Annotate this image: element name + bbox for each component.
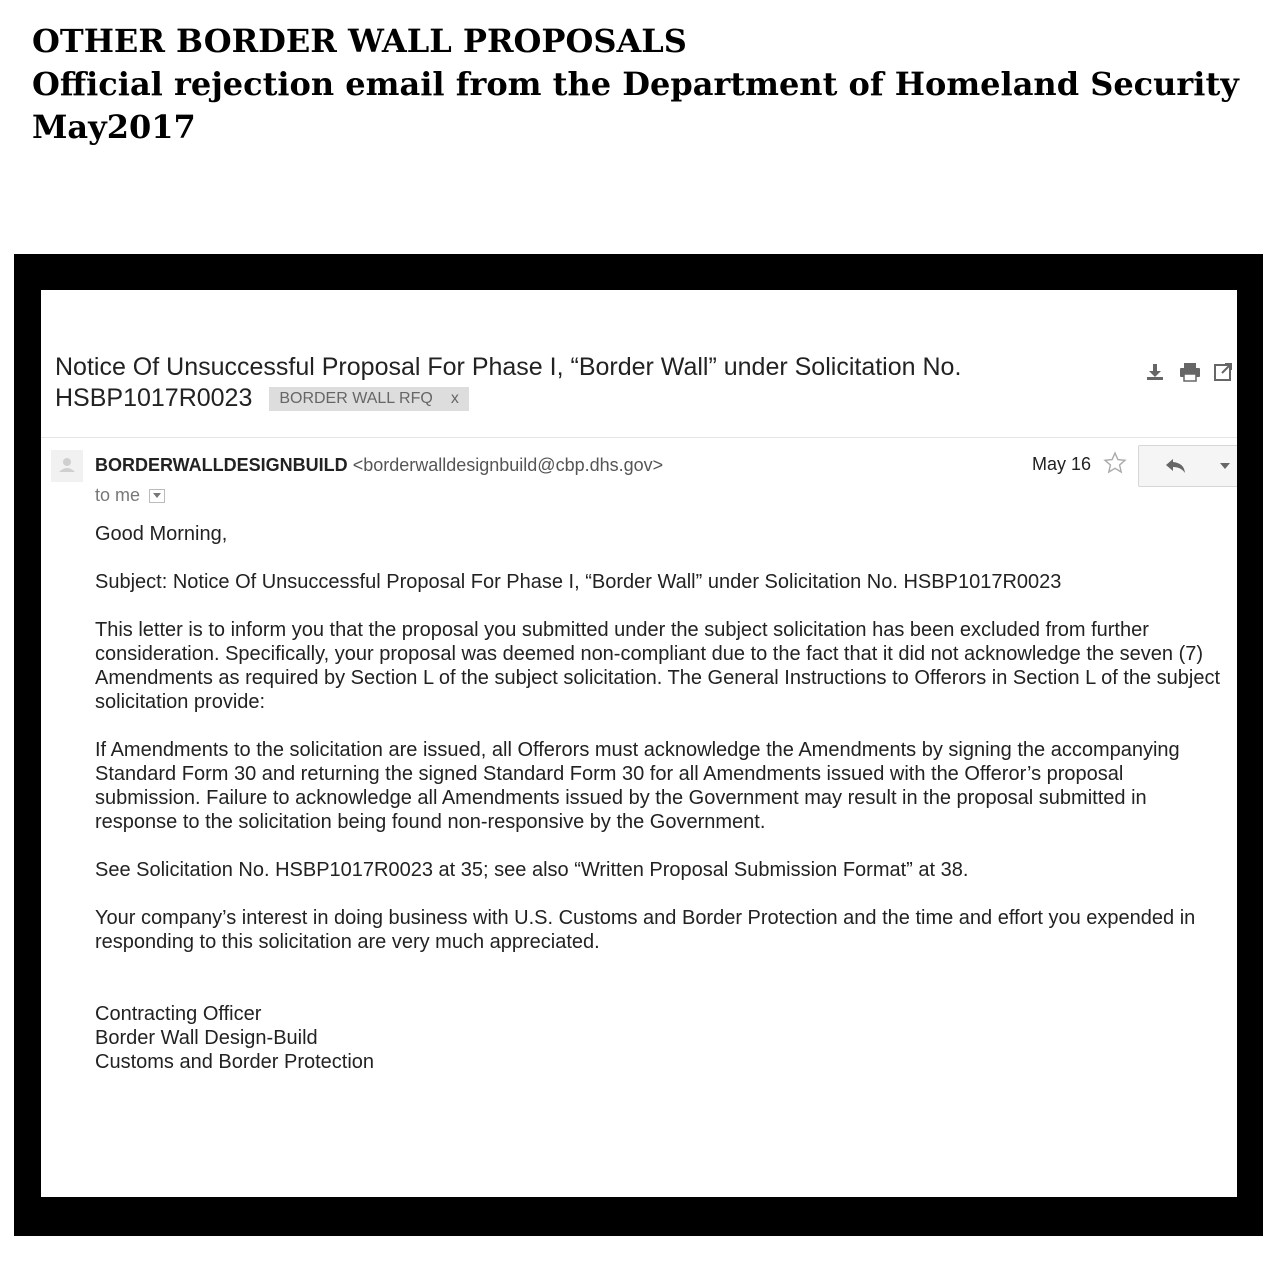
caption-date: May2017 (32, 108, 196, 146)
sender-name[interactable]: BORDERWALLDESIGNBUILD (95, 455, 348, 475)
dropdown-caret-icon[interactable] (149, 489, 165, 503)
page-caption (32, 20, 1239, 149)
new-window-icon[interactable] (1213, 362, 1233, 382)
label-chip[interactable] (269, 387, 469, 411)
signature-line-2: Border Wall Design-Build (95, 1027, 318, 1049)
email-subject-text: Notice Of Unsuccessful Proposal For Phase I, “Border Wall” under Solicitation No. HSBP1017R0023 (55, 353, 962, 412)
reply-icon (1165, 457, 1187, 475)
body-paragraph-1: This letter is to inform you that the proposal you submitted under the subject solicitation has been excluded from further consideration. Specifically, your proposal was deemed non-compliant due to the fact that it did not acknowledge the seven (7) Amendments as required by Section L of the subject solicitation. The General Instructions to Offerors in Section L of the subject solicitation provide: (95, 619, 1221, 713)
sender-email: <borderwalldesignbuild@cbp.dhs.gov> (352, 455, 664, 475)
body-paragraph-2: If Amendments to the solicitation are issued, all Offerors must acknowledge the Amendments by signing the accompanying Standard Form 30 and returning the signed Standard Form 30 for all Amendments issued with the Offeror’s proposal submission. Failure to acknowledge all Amendments issued by the Government may result in the proposal submitted in response to the solicitation being found non-responsive by the Government. (95, 739, 1180, 833)
label-remove-button[interactable]: x (450, 390, 459, 407)
caption-subtitle: Official rejection email from the Department of Homeland Security (32, 65, 1239, 103)
message-toolbar (1145, 362, 1233, 382)
more-caret-icon (1220, 463, 1230, 469)
reply-button[interactable] (1138, 445, 1212, 487)
signature-line-3: Customs and Border Protection (95, 1051, 375, 1073)
body-paragraph-4: Your company’s interest in doing business with U.S. Customs and Border Protection and the time and effort you expended in responding to this solicitation are very much appreciated. (95, 907, 1196, 953)
label-chip-text: BORDER WALL RFQ (279, 390, 433, 407)
signature (95, 1002, 1225, 1074)
recipient-text: to me (95, 485, 141, 505)
header-divider (41, 437, 1237, 438)
star-icon[interactable] (1103, 451, 1127, 480)
print-icon[interactable] (1179, 362, 1199, 382)
email-body (95, 522, 1225, 1074)
body-paragraph-3: See Solicitation No. HSBP1017R0023 at 35; see also “Written Proposal Submission Format” at 38. (95, 859, 969, 881)
body-subject: Subject: Notice Of Unsuccessful Proposal For Phase I, “Border Wall” under Solicitation No. HSBP1017R0023 (95, 571, 1062, 593)
caption-title: OTHER BORDER WALL PROPOSALS (32, 22, 687, 60)
greeting: Good Morning, (95, 523, 228, 545)
more-options-button[interactable] (1210, 445, 1237, 487)
signature-line-1: Contracting Officer (95, 1003, 262, 1025)
download-icon[interactable] (1145, 362, 1165, 382)
email-date: May 16 (1032, 454, 1092, 474)
email-subject (55, 352, 1115, 414)
email-screenshot (41, 290, 1237, 1197)
sender-line (95, 455, 663, 476)
recipient-line (95, 485, 165, 506)
avatar-icon (51, 450, 83, 482)
